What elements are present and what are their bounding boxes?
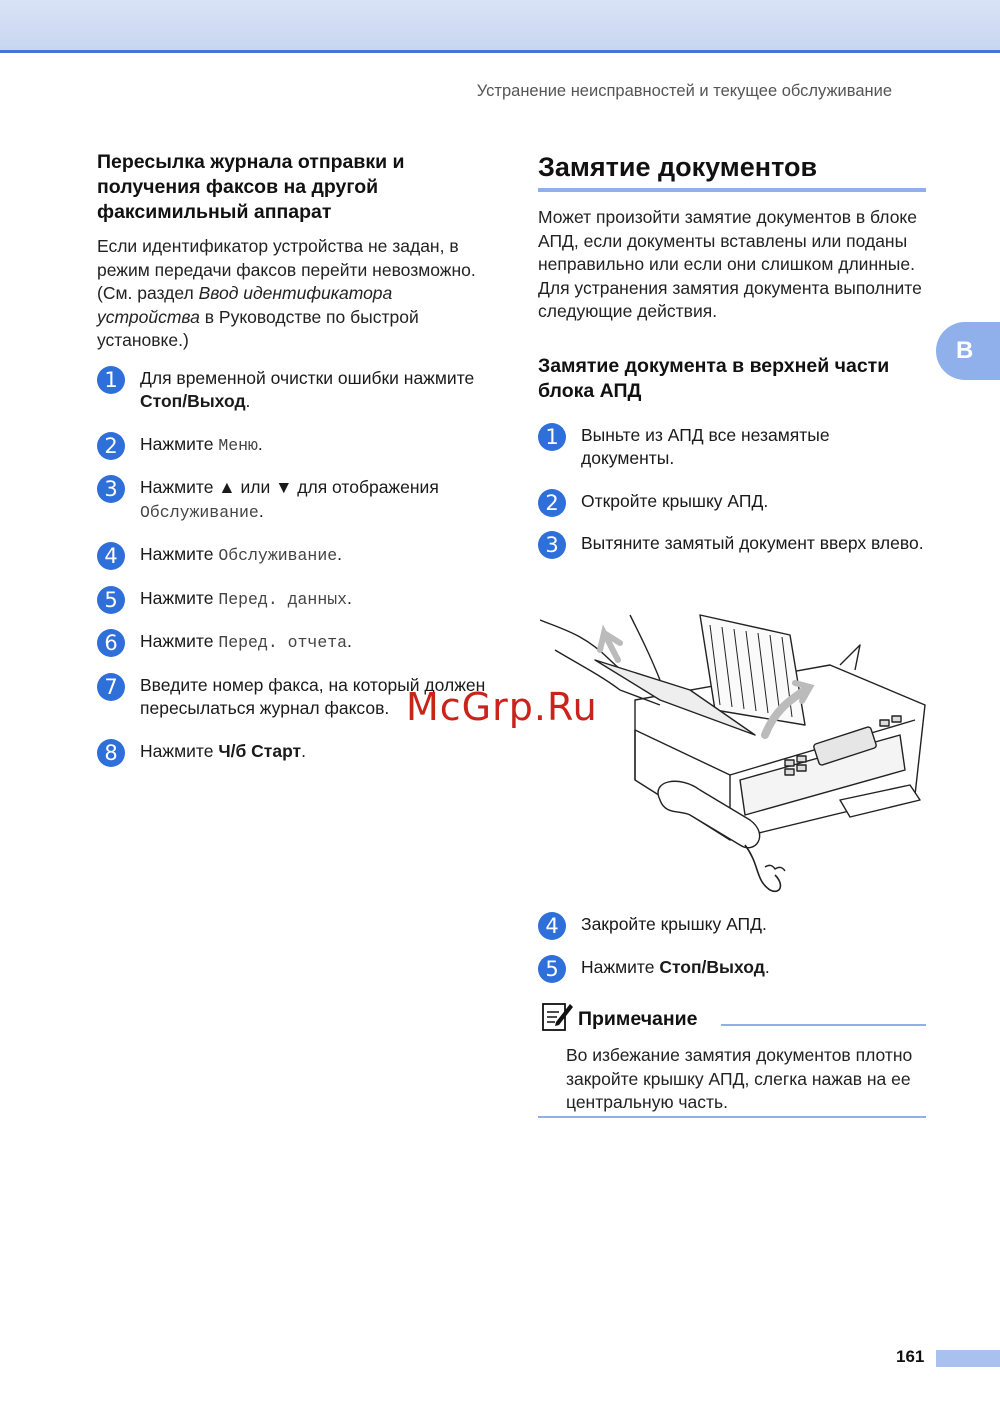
adf-jam-illustration [540, 605, 930, 900]
step-text: Введите номер факса, на который должен пересылаться журнал факсов. [140, 674, 486, 718]
note-rule [721, 1024, 926, 1026]
step-item [538, 532, 926, 556]
page-number: 161 [896, 1347, 925, 1366]
step-item [538, 424, 926, 471]
chapter-tab: B [936, 322, 1000, 380]
note-text: Во избежание замятия документов плотно закройте крышку АПД, слегка нажав на ее центральную часть. [566, 1045, 913, 1112]
step-text: Выньте из АПД все незамятые документы. [581, 424, 830, 468]
right-sub-heading: Замятие документа в верхней части блока АПД [538, 354, 890, 402]
step-number-badge: 1 [97, 366, 125, 394]
step-number-badge: 4 [538, 912, 566, 940]
step-bold-key: Ч/б Старт [218, 740, 302, 761]
right-steps-b-wrap [538, 913, 926, 998]
step-bold-key: Стоп/Выход [659, 956, 765, 977]
step-text: Вытяните замятый документ вверх влево. [581, 533, 924, 553]
step-number-badge: 6 [97, 629, 125, 657]
right-column [538, 150, 926, 575]
step-item [97, 367, 492, 414]
intro-text: Если идентификатор устройства не задан, в режим передачи факсов перейти невозможно. (См. раздел [97, 236, 476, 303]
step-lcd-text: Обслуживание [140, 502, 259, 522]
step-text: Нажмите Стоп/Выход. [581, 956, 770, 977]
intro-italic-ref: Ввод идентификатора устройства [97, 283, 393, 327]
step-bold-key: Стоп/Выход [140, 391, 246, 411]
step-item [538, 956, 926, 980]
step-text: Нажмите Обслуживание. [140, 544, 343, 565]
top-band [0, 0, 1000, 53]
step-lcd-text: Меню [218, 435, 258, 455]
step-item [538, 913, 926, 937]
intro-text-end: в Руководстве по быстрой установке.) [97, 306, 419, 350]
step-item [97, 543, 492, 568]
step-number-badge: 5 [97, 586, 125, 614]
step-text: Откройте крышку АПД. [581, 490, 769, 511]
step-number-badge: 2 [97, 432, 125, 460]
right-steps-b [538, 913, 926, 979]
step-lcd-text: Перед. данных [218, 589, 348, 609]
step-text: Нажмите ▲ или ▼ для отображения Обслуживание. [140, 477, 439, 522]
section-title: Замятие документов [538, 150, 926, 192]
right-intro: Может произойти замятие документов в блоке АПД, если документы вставлены или поданы неправильно или если они слишком длинные. Для устранения замятия документа выполните следующие действия. [538, 207, 922, 321]
step-text: Нажмите Меню. [140, 433, 263, 455]
note-bottom-rule [538, 1116, 926, 1118]
step-number-badge: 5 [538, 955, 566, 983]
step-text: Для временной очистки ошибки нажмите Стоп/Выход. [140, 367, 475, 411]
step-number-badge: 8 [97, 739, 125, 767]
step-number-badge: 2 [538, 489, 566, 517]
left-intro [97, 235, 492, 353]
note-title: Примечание [578, 1008, 698, 1030]
step-number-badge: 3 [97, 475, 125, 503]
step-text: Нажмите Перед. данных. [140, 587, 352, 609]
watermark: McGrp.Ru [406, 685, 598, 729]
right-steps-a [538, 424, 926, 556]
step-number-badge: 3 [538, 531, 566, 559]
running-title: Устранение неисправностей и текущее обслуживание [476, 82, 892, 100]
step-number-badge: 7 [97, 673, 125, 701]
note-pencil-icon [540, 1000, 574, 1032]
step-item [97, 587, 492, 612]
step-text: Нажмите Ч/б Старт. [140, 740, 306, 761]
step-lcd-text: Перед. отчета [218, 633, 348, 652]
step-lcd-text: Обслуживание [218, 546, 338, 565]
step-item [97, 476, 492, 524]
left-heading: Пересылка журнала отправки и получения факсов на другой факсимильный аппарат [97, 151, 405, 223]
step-item [97, 630, 492, 655]
page-number-band [936, 1350, 1000, 1367]
step-text: Нажмите Перед. отчета. [140, 631, 352, 652]
step-item [538, 490, 926, 514]
step-text: Закройте крышку АПД. [581, 914, 767, 934]
step-item [97, 740, 492, 764]
step-item [97, 433, 492, 458]
step-number-badge: 4 [97, 542, 125, 570]
step-number-badge: 1 [538, 423, 566, 451]
